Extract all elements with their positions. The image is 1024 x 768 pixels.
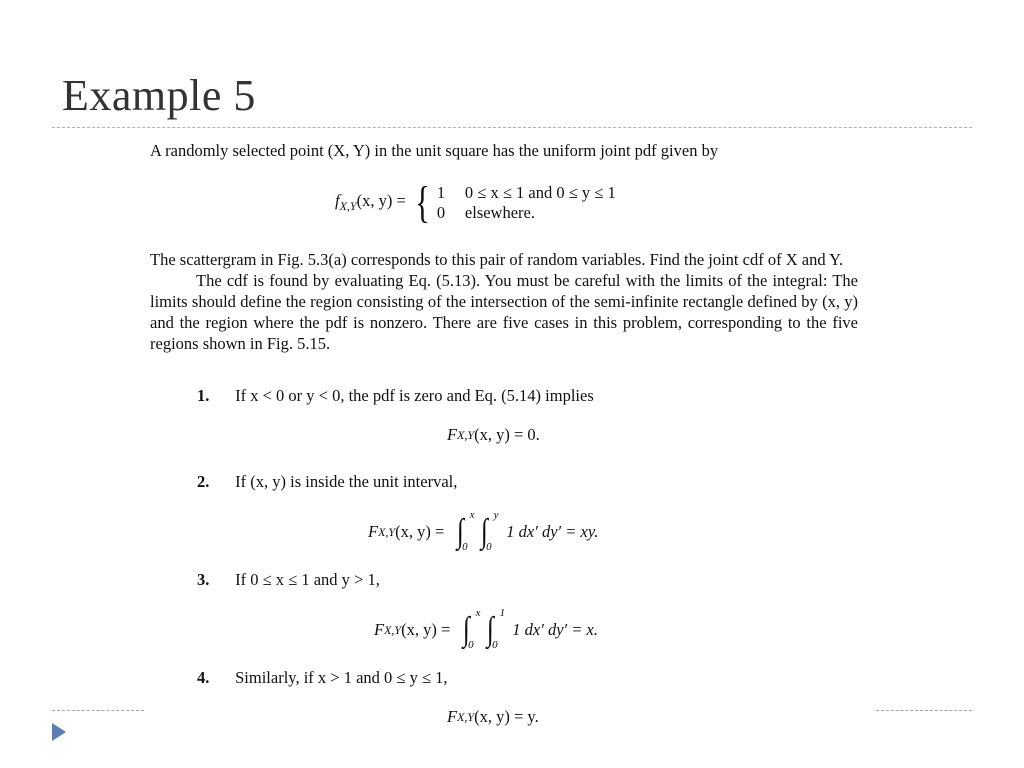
slide-title: Example 5 xyxy=(62,71,256,120)
pdf-case-condition: 0 ≤ x ≤ 1 and 0 ≤ y ≤ 1 xyxy=(464,183,616,202)
footer-divider-right xyxy=(876,710,972,711)
pdf-case-value: 0 xyxy=(436,203,446,222)
item-number: 2. xyxy=(197,472,210,491)
slide-bullet-arrow-icon xyxy=(52,723,66,741)
item-number: 4. xyxy=(197,668,210,687)
integral-glyph: ∫ x 0 xyxy=(463,607,481,651)
paragraph-2: The cdf is found by evaluating Eq. (5.13). You must be careful with the limits of the integral: The limits should define the region consisting of the intersection of the semi-infinite rectangle defined by (x, y) and the region where the pdf is nonzero. There are five cases in this problem, corresponding to the five regions shown in Fig. 5.15. xyxy=(150,271,858,353)
pdf-lhs: $f_{X,Y}(x$, y) = xyxy=(335,190,406,213)
footer-divider-left xyxy=(52,710,144,711)
list-item xyxy=(197,385,594,406)
equation-item-3: F X,Y (x, y) = ∫ x 0 ∫ 1 0 1 dx′ dy′ = x. xyxy=(374,607,598,651)
pdf-case-row xyxy=(437,183,616,203)
item-text: Similarly, if x > 1 and 0 ≤ y ≤ 1, xyxy=(235,668,448,687)
list-item xyxy=(197,471,457,492)
body-paragraphs xyxy=(150,249,858,354)
equation-item-4: F X,Y (x, y) = y. xyxy=(447,707,539,726)
equation-item-2: F X,Y (x, y) = ∫ x 0 ∫ y 0 1 dx′ dy′ = xy. xyxy=(368,509,599,553)
integral-glyph: ∫ 1 0 xyxy=(487,607,506,651)
pdf-case-condition: elsewhere. xyxy=(464,203,535,222)
paragraph-1: The scattergram in Fig. 5.3(a) corresponds to this pair of random variables. Find the joint cdf of X and Y. xyxy=(150,250,843,269)
integral-glyph: ∫ y 0 xyxy=(481,509,499,553)
pdf-equation xyxy=(335,178,616,227)
item-number: 3. xyxy=(197,570,210,589)
equation-item-1: F X,Y (x, y) = 0. xyxy=(447,425,540,444)
pdf-case-value: 1 xyxy=(436,183,446,202)
item-text: If x < 0 or y < 0, the pdf is zero and Eq. (5.14) implies xyxy=(235,386,594,405)
integral-glyph: ∫ x 0 xyxy=(457,509,475,553)
list-item xyxy=(197,667,448,688)
item-text: If 0 ≤ x ≤ 1 and y > 1, xyxy=(235,570,380,589)
item-number: 1. xyxy=(197,386,210,405)
item-text: If (x, y) is inside the unit interval, xyxy=(235,472,458,491)
pdf-case-row xyxy=(437,203,616,223)
list-item xyxy=(197,569,380,590)
title-divider xyxy=(52,127,972,128)
content-body xyxy=(150,140,858,161)
brace-glyph: { xyxy=(414,178,430,227)
pdf-cases xyxy=(437,183,616,223)
intro-text: A randomly selected point (X, Y) in the unit square has the uniform joint pdf given by xyxy=(150,141,719,160)
